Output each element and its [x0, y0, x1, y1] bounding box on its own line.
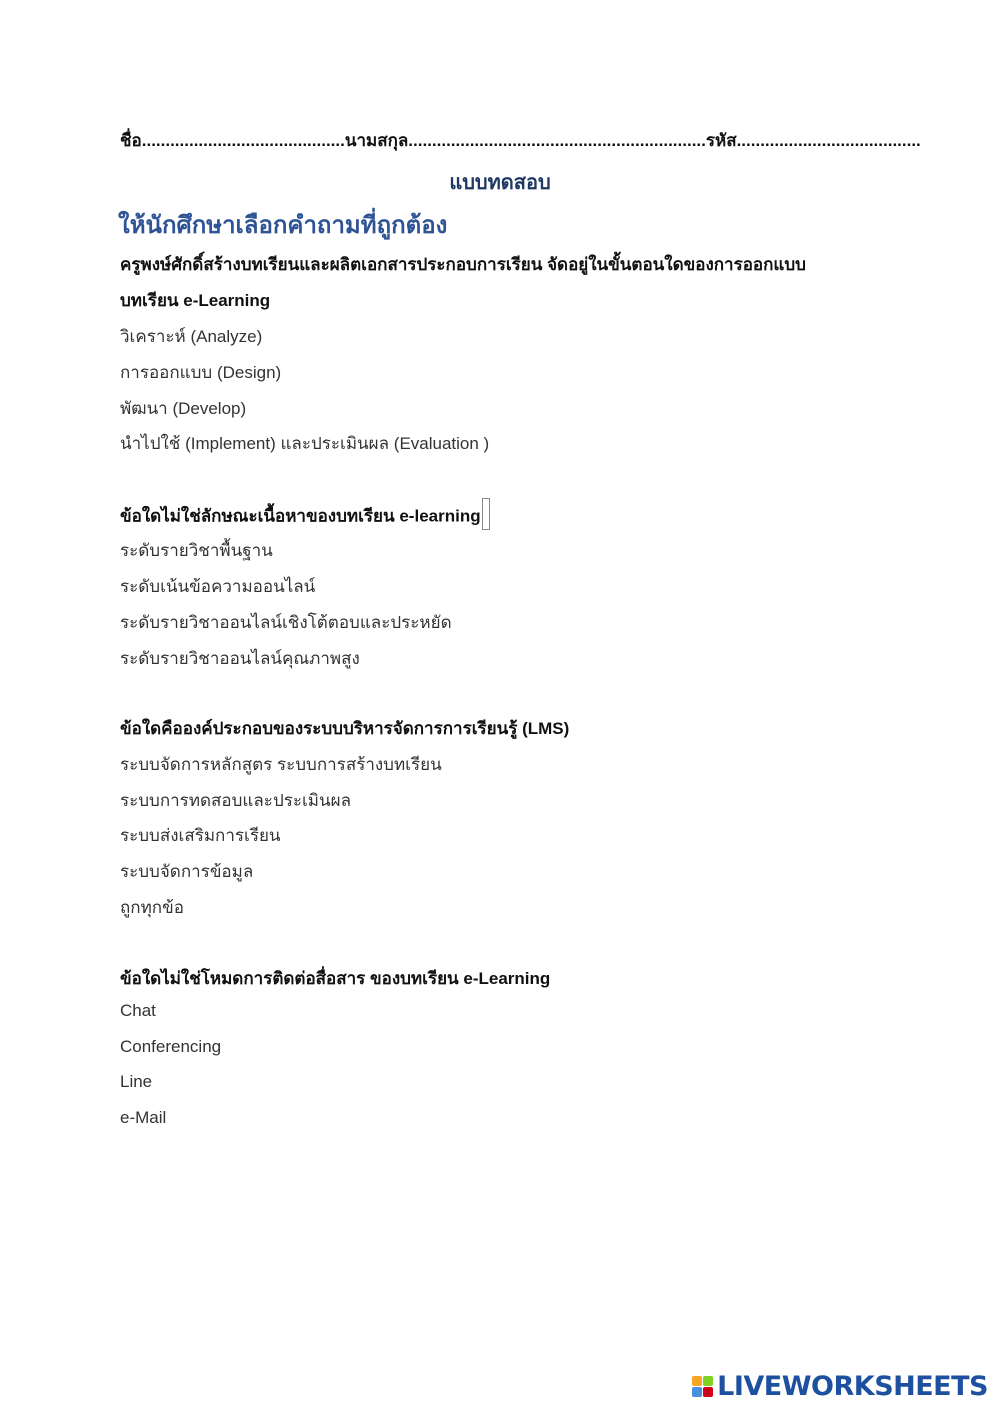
- question-3-option-1[interactable]: ระบบจัดการหลักสูตร ระบบการสร้างบทเรียน: [120, 755, 442, 774]
- question-3-option-4[interactable]: ระบบจัดการข้อมูล: [120, 862, 254, 881]
- liveworksheets-brand[interactable]: [692, 1371, 988, 1402]
- brand-name: LIVEWORKSHEETS: [717, 1371, 988, 1402]
- question-1-text-line1: ครูพงษ์ศักดิ์สร้างบทเรียนและผลิตเอกสารประกอบการเรียน จัดอยู่ในขั้นตอนใดของการออกแบบ: [120, 255, 806, 274]
- question-4-text: ข้อใดไม่ใช่โหมดการติดต่อสื่อสาร ของบทเรียน e-Learning: [120, 969, 551, 988]
- question-1-option-3[interactable]: พัฒนา (Develop): [120, 399, 247, 418]
- liveworksheets-logo-icon: [692, 1376, 713, 1397]
- question-3-option-2[interactable]: ระบบการทดสอบและประเมินผล: [120, 791, 352, 810]
- question-4-option-3[interactable]: Line: [120, 1072, 153, 1091]
- logo-tile-l: [692, 1376, 702, 1386]
- question-1-option-1[interactable]: วิเคราะห์ (Analyze): [120, 327, 263, 346]
- logo-tile-i: [703, 1376, 713, 1386]
- instruction-heading: ให้นักศึกษาเลือกคำถามที่ถูกต้อง: [118, 212, 448, 239]
- question-3-option-5[interactable]: ถูกทุกข้อ: [120, 898, 184, 917]
- student-info-line: ชื่อ...........................................นามสกุล...............................................................รหัส.......................................: [120, 131, 921, 150]
- question-2-option-1[interactable]: ระดับรายวิชาพื้นฐาน: [120, 541, 273, 560]
- question-2-label: ข้อใดไม่ใช่ลักษณะเนื้อหาของบทเรียน e-learning: [120, 506, 481, 526]
- question-2-text: [120, 501, 490, 533]
- text-cursor-box: [482, 498, 490, 530]
- question-2-option-2[interactable]: ระดับเน้นข้อความออนไลน์: [120, 577, 316, 596]
- question-1-option-4[interactable]: นำไปใช้ (Implement) และประเมินผล (Evaluation ): [120, 434, 490, 453]
- question-3-text: ข้อใดคือองค์ประกอบของระบบบริหารจัดการการเรียนรู้ (LMS): [120, 719, 570, 738]
- logo-tile-e: [703, 1387, 713, 1397]
- question-1-text-line2: บทเรียน e-Learning: [120, 291, 271, 310]
- question-4-option-1[interactable]: Chat: [120, 1001, 156, 1020]
- logo-tile-v: [692, 1387, 702, 1397]
- question-3-option-3[interactable]: ระบบส่งเสริมการเรียน: [120, 826, 281, 845]
- question-4-option-2[interactable]: Conferencing: [120, 1037, 222, 1056]
- question-1-option-2[interactable]: การออกแบบ (Design): [120, 363, 282, 382]
- page-title: แบบทดสอบ: [449, 172, 551, 194]
- question-4-option-4[interactable]: e-Mail: [120, 1108, 167, 1127]
- question-2-option-4[interactable]: ระดับรายวิชาออนไลน์คุณภาพสูง: [120, 649, 360, 668]
- question-2-option-3[interactable]: ระดับรายวิชาออนไลน์เชิงโต้ตอบและประหยัด: [120, 613, 452, 632]
